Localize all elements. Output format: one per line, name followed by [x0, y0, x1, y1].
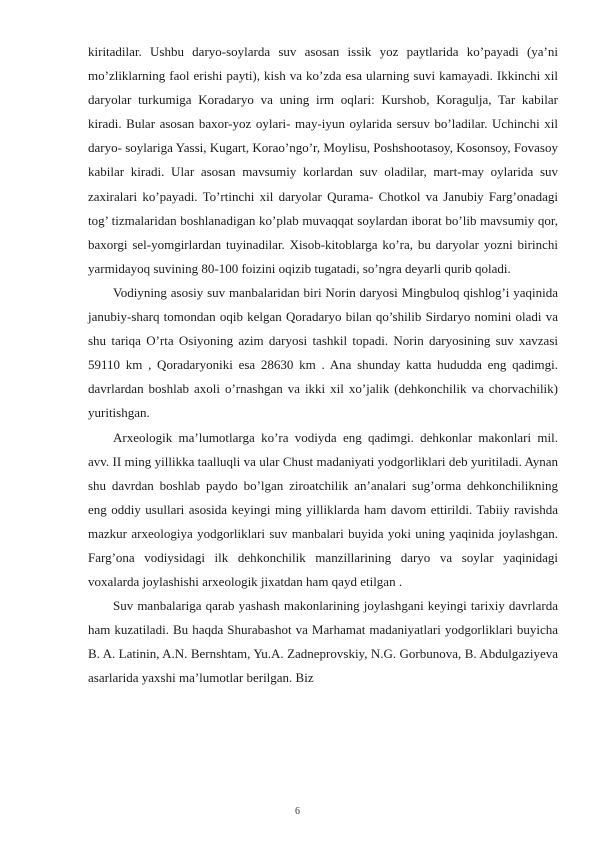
paragraph-4: Suv manbalariga qarab yashash makonlarining joylashgani keyingi tarixiy davrlarda ham kuzatiladi. Bu haqda Shurabashot va Marhamat madaniyatlari yodgorliklari buyicha B. A. Latinin, A.N. Bernshtam, Yu.A. Zadneprovskiy, N.G. Gorbunova, B. Abdulgaziyeva asarlarida yaxshi ma’lumotlar berilgan. Biz [88, 598, 558, 686]
paragraph-2: Vodiyning asosiy suv manbalaridan biri Norin daryosi Mingbuloq qishlog’i yaqinida janubiy-sharq tomondan oqib kelgan Qoradaryo bilan qo’shilib Sirdaryo nomini oladi va shu tariqa O’rta Osiyoning azim daryosi tashkil topadi. Norin daryosining suv xavzasi 59110 km , Qoradaryoniki esa 28630 km . Ana shunday katta hududda eng qadimgi. davrlardan boshlab axoli o’rnashgan va ikki xil xo’jalik (dehkonchilik va chorvachilik) yuritishgan. [88, 284, 558, 421]
paragraph-3: Arxeologik ma’lumotlarga ko’ra vodiyda eng qadimgi. dehkonlar makonlari mil. avv. II ming yillikka taalluqli va ular Chust madaniyati yodgorliklari deb yuritiladi. Aynan shu davrdan boshlab paydo bo’lgan ziroatchilik an’analari sug’orma dehkonchilikning eng oddiy usullari asosida keyingi ming yilliklarda ham davom ettirildi. Tabiiy ravishda mazkur arxeologiya yodgorliklari suv manbalari buyida yoki uning yaqinida joylashgan. Farg’ona vodiysidagi ilk dehkonchilik manzillarining daryo va soylar yaqinidagi voxalarda joylashishi arxeologik jixatdan ham qayd etilgan . [88, 429, 558, 590]
page-number: 6 [295, 806, 300, 817]
paragraph-1: kiritadilar. Ushbu daryo-soylarda suv asosan issik yoz paytlarida ko’payadi (ya’ni mo’zliklarning faol erishi payti), kish va ko’zda esa ularning suvi kamayadi. Ikkinchi xil daryolar turkumiga Koradaryo va uning irm oqlari: Kurshob, Koragulja, Tar kabilar kiradi. Bular asosan baxor-yoz oylari- may-iyun oylarida sersuv bo’ladilar. Uchinchi xil daryo- soylariga Yassi, Kugart, Korao’ngo’r, Moylisu, Poshshootasoy, Kosonsoy, Fovasoy kabilar kiradi. Ular asosan mavsumiy korlardan suv oladilar, mart-may oylarida suv zaxiralari ko’payadi. To’rtinchi xil daryolar Qurama- Chotkol va Janubiy Farg’onadagi tog’ tizmalaridan boshlanadigan ko’plab muvaqqat soylardan iborat bo’lib mavsumiy qor, baxorgi sel-yomgirlardan tuyinadilar. Xisob-kitoblarga ko’ra, bu daryolar yozni birinchi yarmidayoq suvining 80-100 foizini oqizib tugatadi, so’ngra deyarli qurib qoladi. [88, 44, 558, 276]
document-body [88, 40, 558, 691]
